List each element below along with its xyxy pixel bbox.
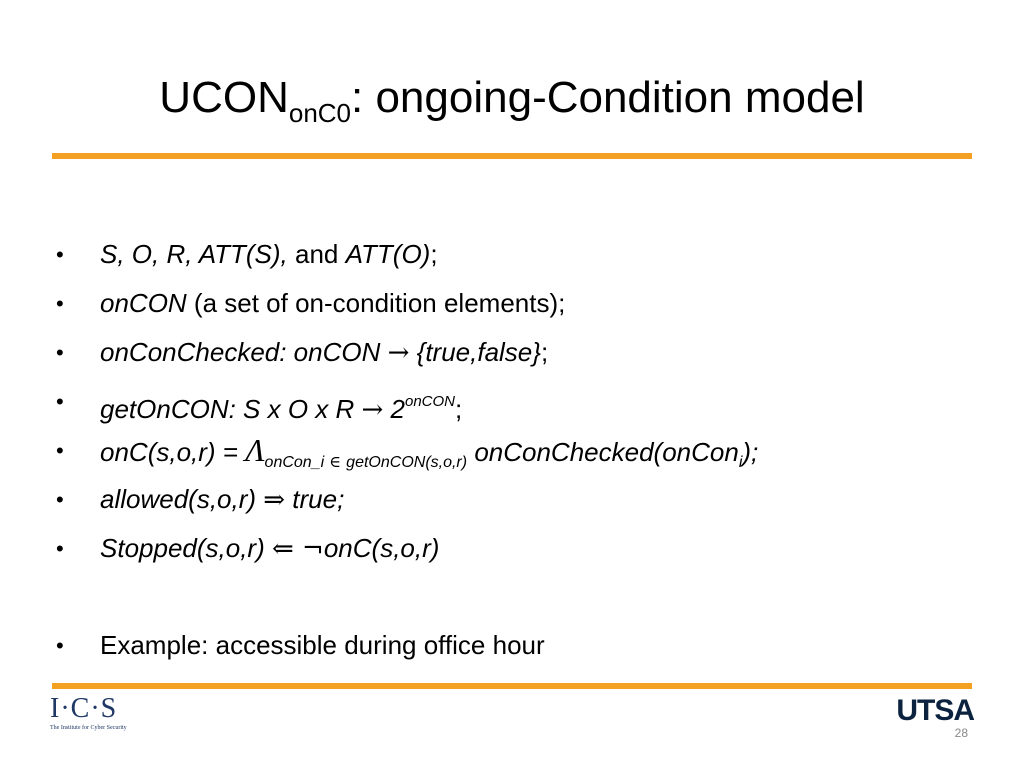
bullet-item: • S, O, R, ATT(S), and ATT(O); <box>56 230 758 279</box>
bullet-item: • $onC(s,o,r) = \Lambda_{onCon\_i}$ $_\in$ $_{getOnCON(s,o,r)}$ onConChecked(onCon$_i$); <box>56 426 758 475</box>
bullet-dot-icon: • <box>56 487 64 512</box>
bullet-item: • Example: accessible during office hour <box>56 621 758 670</box>
title-rest: : ongoing-Condition model <box>351 73 865 122</box>
bullet-dot-icon: • <box>56 291 64 316</box>
title-subscript: onC0 <box>288 98 352 128</box>
conjunction-symbol: Λ <box>245 432 265 468</box>
bullet-item: • getOnCON: S x O x $R \to 2^{onCON}$; <box>56 377 758 426</box>
bullet-list <box>56 230 758 670</box>
negation-symbol: ¬ <box>293 534 324 564</box>
bullet-item: • onCON (a set of on-condition elements); <box>56 279 758 328</box>
bullet-dot-icon: • <box>56 389 64 414</box>
bullet-item: • allowed(s,o,r) ⇒ true; <box>56 475 758 524</box>
bullet-dot-icon: • <box>56 242 64 267</box>
arrow-right-icon: → <box>361 395 384 425</box>
bullet-dot-icon: • <box>56 536 64 561</box>
bullet-item: • Stopped(s,o,r) ⇐ ¬onC(s,o,r) <box>56 524 758 573</box>
title-main: UCON <box>159 73 289 122</box>
slide-title <box>0 68 1024 143</box>
page-number: 28 <box>954 726 968 740</box>
ics-logo-tagline: The Institute for Cyber Security <box>50 725 127 731</box>
top-divider <box>52 153 972 159</box>
ics-logo-mark: I·C·S <box>50 693 118 724</box>
implied-by-arrow-icon: ⇐ <box>271 534 294 564</box>
bottom-divider <box>52 683 972 689</box>
arrow-right-icon: → <box>387 338 410 368</box>
ics-logo <box>50 694 130 732</box>
bullet-dot-icon: • <box>56 340 64 365</box>
bullet-item: • onConChecked: onCON → {true,false}; <box>56 328 758 377</box>
bullet-dot-icon: • <box>56 438 64 463</box>
bullet-dot-icon: • <box>56 633 64 658</box>
utsa-logo: UTSA <box>896 694 974 727</box>
implies-arrow-icon: ⇒ <box>263 485 286 515</box>
